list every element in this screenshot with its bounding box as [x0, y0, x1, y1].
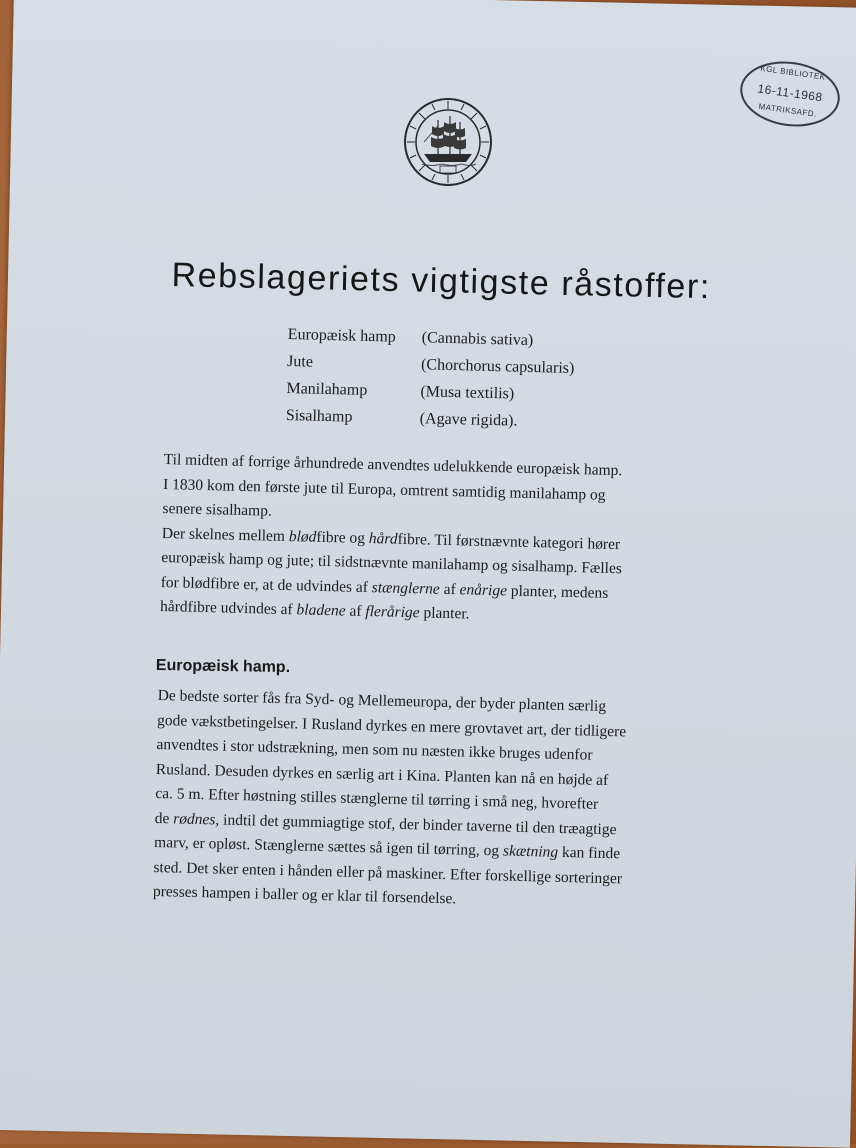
section-paragraph — [153, 684, 706, 918]
text-fragment: de — [154, 809, 174, 827]
text-line: De bedste sorter fås fra Syd- og Mellemeuropa, der byder planten særlig — [157, 686, 607, 715]
text-fragment: fibre og — [316, 528, 370, 547]
emphasis: hård — [368, 529, 398, 548]
emphasis: blød — [288, 527, 317, 546]
text-line: gode vækstbetingelser. I Rusland dyrkes en mere grovtavet art, der tidligere — [156, 711, 627, 740]
intro-paragraph — [160, 448, 720, 633]
material-name: Jute — [286, 352, 314, 371]
text-line: europæisk hamp og jute; til sidstnævnte manilahamp og sisalhamp. Fælles — [161, 548, 623, 578]
material-name: Sisalhamp — [285, 406, 353, 426]
ship-seal-icon — [402, 96, 494, 188]
text-fragment: planter. — [419, 604, 470, 623]
material-latin-name: (Musa textilis) — [420, 383, 515, 403]
text-fragment: hårdfibre udvindes af — [159, 597, 297, 619]
text-fragment: af — [439, 580, 460, 598]
stamp-bottom-text: MATRIKSAFD. — [758, 101, 818, 119]
text-line: senere sisalhamp. — [162, 499, 273, 520]
text-line: Rusland. Desuden dyrkes en særlig art i Kina. Planten kan nå en højde af — [155, 760, 609, 789]
emphasis: skætning — [502, 842, 559, 861]
library-stamp — [736, 55, 844, 132]
text-fragment: marv, er opløst. Stænglerne sættes så igen til tørring, og — [153, 833, 504, 860]
text-fragment: indtil det gummiagtige stof, der binder taverne til den træagtige — [219, 811, 617, 838]
material-latin-name: (Chorchorus capsularis) — [420, 356, 575, 378]
text-fragment: for blødfibre er, at de udvindes af — [160, 573, 373, 596]
emphasis: rødnes, — [173, 809, 220, 829]
text-line: ca. 5 m. Efter høstning stilles stænglerne til tørring i små neg, hvorefter — [155, 784, 599, 813]
text-line: anvendtes i stor udstrækning, men som nu næsten ikke bruges udenfor — [156, 735, 593, 764]
text-fragment: kan finde — [557, 843, 621, 863]
section-heading: Europæisk hamp. — [155, 657, 291, 677]
text-line: Til midten af forrige århundrede anvendtes udelukkende europæisk hamp. — [163, 450, 623, 480]
emphasis: bladene — [296, 601, 346, 620]
material-name: Manilahamp — [286, 379, 368, 399]
text-fragment: af — [345, 602, 366, 620]
emphasis: enårige — [459, 580, 508, 599]
text-fragment: Der skelnes mellem — [161, 524, 290, 545]
text-line: I 1830 kom den første jute til Europa, omtrent samtidig manilahamp og — [162, 475, 606, 504]
material-latin-name: (Cannabis sativa) — [421, 329, 534, 349]
text-line: sted. Det sker enten i hånden eller på maskiner. Efter forskellige sorteringer — [153, 858, 623, 887]
stamp-top-text: KGL BIBLIOTEK — [759, 63, 827, 82]
text-line: presses hampen i baller og er klar til forsendelse. — [152, 882, 457, 908]
text-fragment: fibre. Til førstnævnte kategori hører — [397, 530, 621, 553]
stamp-date: 16-11-1968 — [756, 81, 824, 105]
emphasis: stænglerne — [371, 578, 441, 598]
material-latin-name: (Agave rigida). — [419, 410, 518, 430]
material-name: Europæisk hamp — [287, 326, 396, 346]
text-fragment: planter, medens — [506, 581, 609, 602]
emphasis: flerårige — [365, 602, 420, 622]
page-title: Rebslageriets vigtigste råstoffer: — [171, 256, 712, 307]
materials-list — [285, 326, 628, 442]
